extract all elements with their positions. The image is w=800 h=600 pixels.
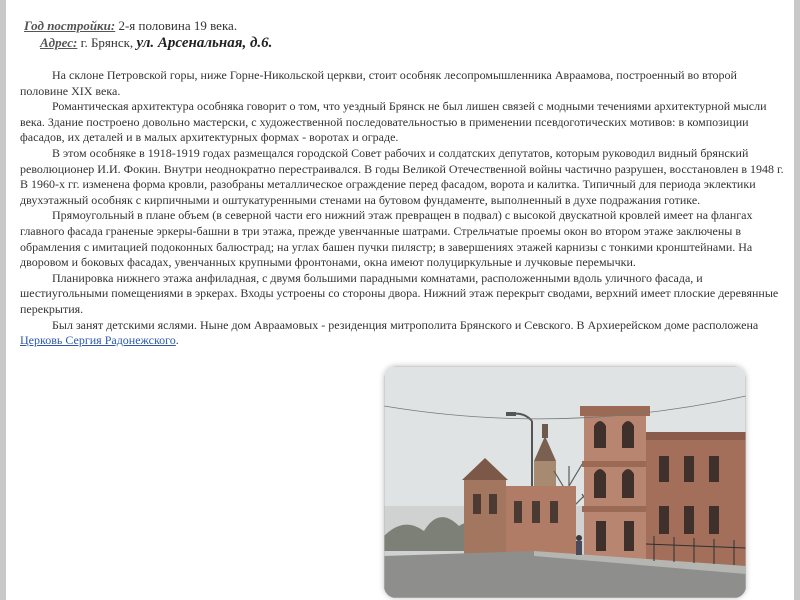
address-line (40, 35, 272, 51)
construction-year-line (24, 18, 237, 34)
left-border (0, 0, 6, 600)
slide (14, 6, 786, 598)
article-body (20, 68, 784, 349)
address-label: Адрес: (40, 35, 78, 50)
paragraph: Романтическая архитектура особняка говорит о том, что уездный Брянск не был лишен связей с модными течениями архитектурной мысли века. Здание построено довольно мастерски, с художественной последовательностью в применении псевдоготических мотивов: в композиции фасадов, их деталей и в малых архитектурных формах - воротах и ограде. (20, 99, 767, 145)
paragraph-last (20, 318, 784, 349)
mansion-photo-illustration (384, 366, 746, 598)
mansion-photo (384, 366, 746, 598)
right-border (794, 0, 800, 600)
paragraph: На склоне Петровской горы, ниже Горне-Никольской церкви, стоит особняк лесопромышленника Авраамова, построенный во второй половине XIX века. (20, 68, 737, 98)
paragraph-last-text: Был занят детскими яслями. Ныне дом Авраамовых - резиденция митрополита Брянского и Севского. В Архиерейском доме расположена (52, 317, 759, 332)
construction-year-label: Год постройки: (24, 18, 116, 33)
address-street: ул. Арсенальная, д.6. (136, 35, 273, 51)
paragraph: Прямоугольный в плане объем (в северной части его нижний этаж превращен в подвал) с высокой двускатной кровлей имеет на флангах главного фасада граненые эркеры-башни в три этажа, прежде увенчанные шатрами. Стрельчатые проемы окон во втором этаже заключены в обрамления с имитацией подоконных балюстрад; на углах башен пучки пилястр; в завершениях этажей карнизы с тонкими кронштейнами. На дворовом и боковых фасадах, увенчанных крупными фронтонами, окна имеют полуциркульные и лучковые перемычки. (20, 208, 753, 270)
address-city: г. Брянск, (77, 35, 137, 50)
church-link[interactable]: Церковь Сергия Радонежского (20, 333, 176, 348)
paragraph: Планировка нижнего этажа анфиладная, с двумя большими парадными комнатами, расположенными вдоль уличного фасада, и шестиугольными помещениями в эркерах. Входы устроены со стороны двора. Нижний этаж перекрыт сводами, верхний имеет плоские деревянные перекрытия. (20, 270, 779, 316)
paragraph: В этом особняке в 1918-1919 годах размещался городской Совет рабочих и солдатских депутатов, которым руководил видный брянский революционер И.И. Фокин. Внутри неоднократно перестраивался. В годы Великой Отечественной войны частично разрушен, восстановлен в 1948 г. В 1960-х гг. изменена форма кровли, разобраны металлическое ограждение перед фасадом, ворота и калитка. Типичный для периода эклектики двухэтажный особняк с кирпичными и оштукатуренными стенами на бутовом фундаменте, выполненный в духе подражания готике. (20, 145, 784, 207)
paragraph-last-tail: . (175, 333, 179, 348)
construction-year-value: 2-я половина 19 века. (115, 18, 238, 33)
